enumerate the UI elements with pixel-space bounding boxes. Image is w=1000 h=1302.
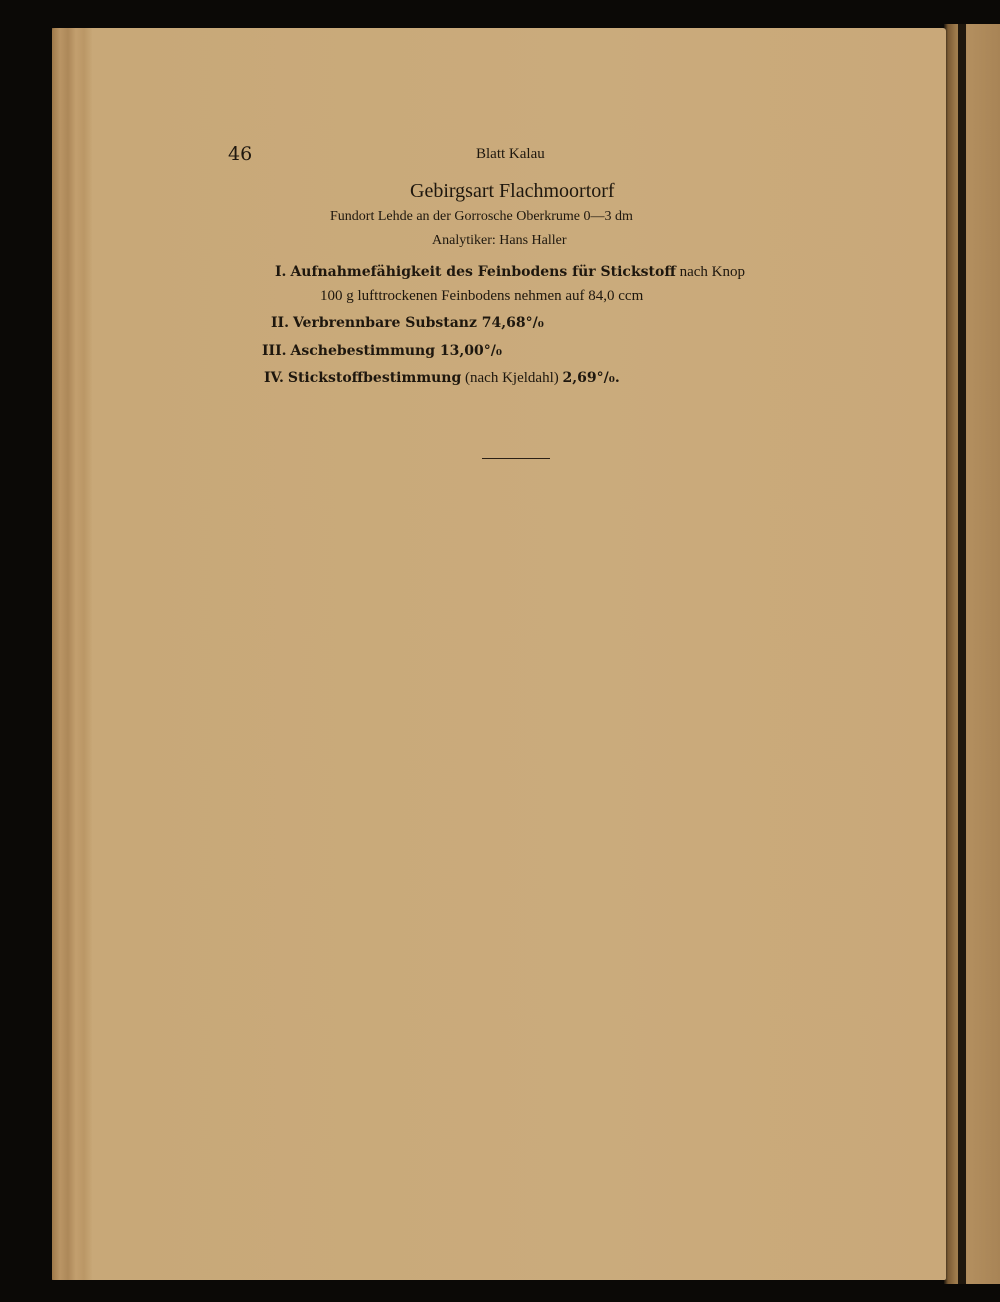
item-label: Verbrennbare Substanz 74,68°/₀	[292, 315, 544, 331]
analyst-line: Analytiker: Hans Haller	[432, 233, 567, 248]
item-suffix: (nach Kjeldahl)	[461, 370, 563, 386]
section-divider	[482, 458, 550, 459]
list-item	[262, 342, 502, 360]
item-numeral: IV.	[264, 370, 284, 386]
section-heading: Gebirgsart Flachmoortorf	[410, 180, 615, 202]
item-numeral: III.	[262, 343, 287, 359]
item-label: Stickstoffbestimmung	[287, 370, 462, 386]
item-label: Aufnahmefähigkeit des Feinbodens für Stickstoff	[290, 264, 676, 280]
page-gutter-shadow	[958, 24, 966, 1284]
running-head: Blatt Kalau	[476, 146, 545, 162]
item-numeral: II.	[271, 315, 289, 331]
page-binding-edge	[52, 28, 92, 1280]
item-suffix: nach Knop	[675, 264, 745, 280]
item-label: Aschebestimmung 13,00°/₀	[290, 343, 502, 359]
item-value: 2,69°/₀.	[562, 370, 620, 386]
list-item	[271, 314, 544, 332]
fundort-line: Fundort Lehde an der Gorrosche Oberkrume 0—3 dm	[330, 209, 633, 224]
list-item	[264, 369, 620, 387]
list-item	[275, 263, 745, 281]
page-number: 46	[228, 143, 253, 165]
item-numeral: I.	[275, 264, 287, 280]
item-detail: 100 g lufttrockenen Feinbodens nehmen auf 84,0 ccm	[320, 288, 644, 304]
adjacent-page-edge	[944, 24, 1000, 1284]
